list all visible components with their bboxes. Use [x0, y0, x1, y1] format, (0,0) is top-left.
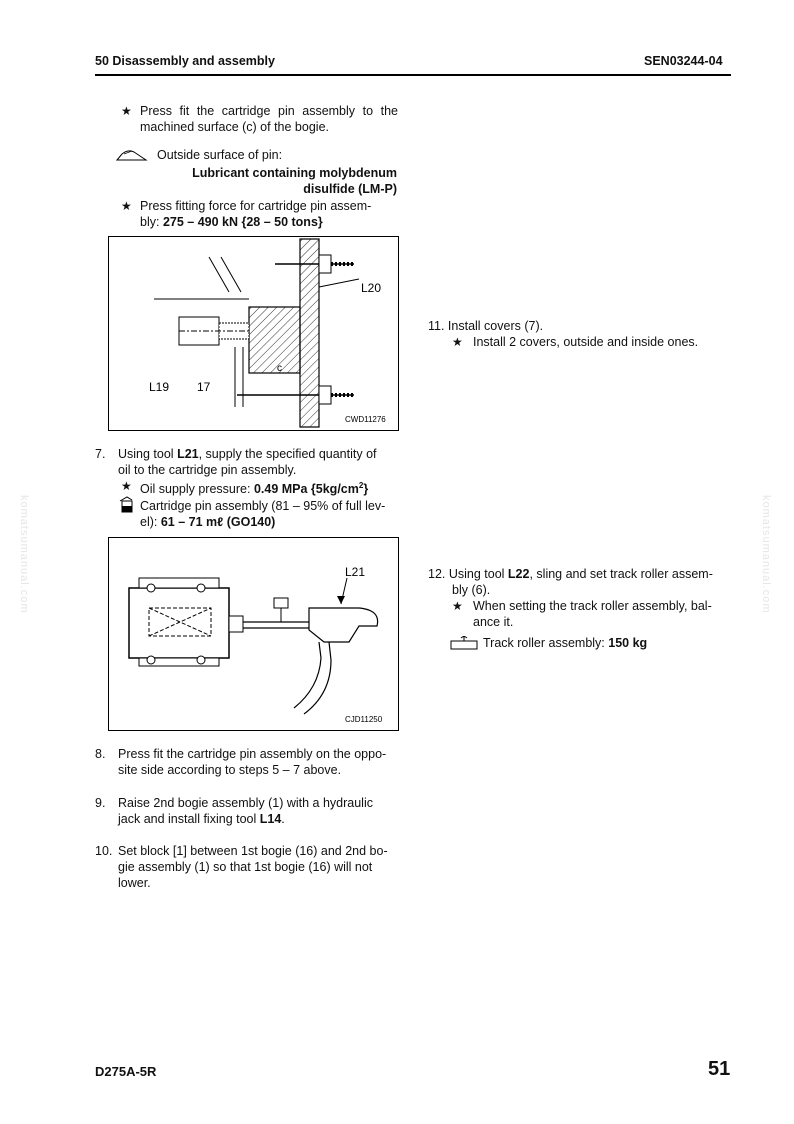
grease-label: Outside surface of pin:	[157, 148, 283, 162]
step8-number: 8.	[95, 747, 106, 761]
oil-quantity	[140, 498, 398, 530]
press-force-line1: Press fitting force for cartridge pin assem-	[140, 199, 372, 213]
step7-suffix: , supply the specified quantity of	[198, 447, 377, 461]
press-force-prefix: bly:	[140, 215, 163, 229]
watermark-left: komatsumanual.com	[18, 495, 30, 614]
star-icon: ★	[452, 335, 463, 349]
step10-line3: lower.	[118, 876, 151, 890]
header-doc-code: SEN03244-04	[644, 54, 723, 68]
oil-quantity-line1: Cartridge pin assembly (81 – 95% of full lev-	[140, 499, 386, 513]
figure-code: CJD11250	[345, 715, 383, 724]
weight-icon	[450, 636, 478, 650]
label-L19: L19	[149, 380, 170, 394]
figure-oil-supply-drawing	[109, 538, 398, 730]
step7-text	[118, 446, 398, 478]
label-L21: L21	[345, 565, 366, 579]
step12-line1	[428, 566, 732, 582]
lubricant-line1: Lubricant containing molybdenum	[192, 166, 397, 180]
step12-note-line2: ance it.	[473, 615, 514, 629]
step8-line2: site side according to steps 5 – 7 above.	[118, 763, 342, 777]
oil-pressure	[140, 478, 368, 497]
header-section-title: 50 Disassembly and assembly	[95, 54, 275, 68]
step12-tool: L22	[507, 567, 530, 581]
figure-cartridge-press-drawing	[109, 237, 398, 430]
step9-text	[118, 795, 398, 827]
weight-value: 150 kg	[608, 636, 648, 650]
step12-line2: bly (6).	[452, 583, 491, 597]
label-L20: L20	[361, 281, 382, 295]
oil-pressure-sup: 2	[358, 481, 364, 490]
star-icon: ★	[121, 479, 132, 493]
label-17: 17	[197, 380, 211, 394]
step12-note-line1: When setting the track roller assembly, bal-	[473, 599, 712, 613]
page-number: 51	[708, 1058, 731, 1080]
grease-icon	[116, 148, 148, 162]
step11-note: Install 2 covers, outside and inside ones.	[473, 335, 699, 349]
oil-pressure-end: }	[363, 482, 369, 497]
oil-quantity-line2	[140, 514, 398, 530]
press-force-line2	[140, 214, 398, 230]
oil-pressure-value: 0.49 MPa {5kg/cm	[253, 482, 359, 497]
step11-text: 11. Install covers (7).	[428, 319, 544, 333]
step8-line1: Press fit the cartridge pin assembly on the oppo-	[118, 747, 387, 761]
step7-number: 7.	[95, 447, 106, 461]
step10-line2: gie assembly (1) so that 1st bogie (16) will not	[118, 860, 373, 874]
weight-spec	[483, 635, 647, 651]
step10-number: 10.	[95, 844, 113, 858]
star-icon: ★	[452, 599, 463, 613]
oil-pressure-label: Oil supply pressure:	[140, 482, 254, 497]
figure-cartridge-press	[108, 236, 399, 431]
star-icon: ★	[121, 104, 132, 118]
step9-number: 9.	[95, 796, 106, 810]
press-force-value: 275 – 490 kN {28 – 50 tons}	[162, 215, 323, 229]
step12-text	[428, 566, 732, 598]
step9-line2	[118, 811, 398, 827]
step7-line2: oil to the cartridge pin assembly.	[118, 463, 297, 477]
oil-can-icon	[118, 496, 134, 514]
oil-quantity-value: 61 – 71 mℓ (GO140)	[160, 515, 276, 529]
footer-model: D275A-5R	[95, 1064, 157, 1079]
lubricant-line2: disulfide (LM-P)	[303, 182, 397, 196]
step7-prefix: Using tool	[118, 447, 178, 461]
step7-line1	[118, 446, 398, 462]
weight-label: Track roller assembly:	[483, 636, 609, 650]
step8-text	[118, 746, 398, 778]
oil-quantity-prefix: el):	[140, 515, 161, 529]
step9-prefix: jack and install fixing tool	[118, 812, 260, 826]
step9-tool: L14	[259, 812, 282, 826]
star-icon: ★	[121, 199, 132, 213]
figure-oil-supply	[108, 537, 399, 731]
step12-note	[473, 598, 731, 630]
step9-line1: Raise 2nd bogie assembly (1) with a hydraulic	[118, 796, 373, 810]
step10-line1: Set block [1] between 1st bogie (16) and 2nd bo-	[118, 844, 388, 858]
step12-prefix: 12. Using tool	[428, 567, 508, 581]
press-force-text	[140, 198, 398, 230]
step12-suffix: , sling and set track roller assem-	[529, 567, 713, 581]
label-c: c	[277, 363, 282, 374]
watermark-right: komatsumanual.com	[760, 495, 772, 614]
header-rule	[95, 74, 731, 76]
step7-tool: L21	[177, 447, 199, 461]
step10-text	[118, 843, 398, 891]
figure-code: CWD11276	[345, 415, 386, 424]
instruction-press-fit: Press fit the cartridge pin assembly to the machined surface (c) of the bogie.	[140, 104, 398, 134]
step9-end: .	[281, 812, 285, 826]
